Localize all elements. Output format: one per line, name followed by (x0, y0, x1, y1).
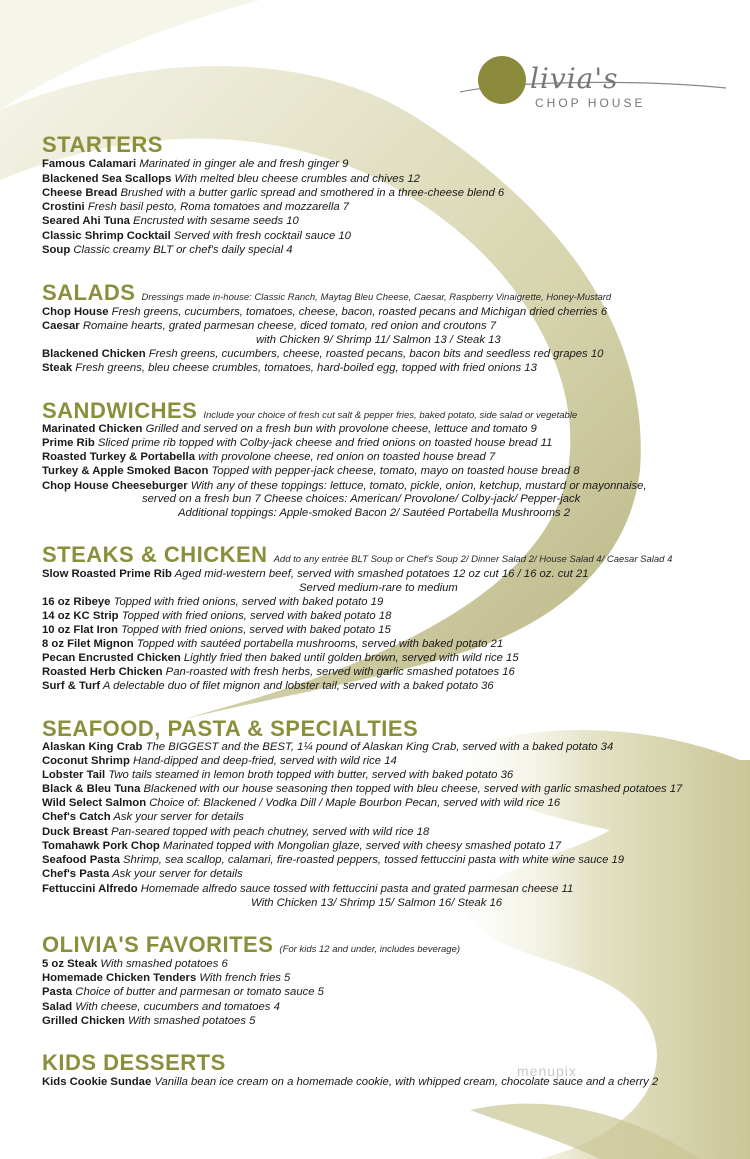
menu-item: Soup Classic creamy BLT or chef's daily special 4 (42, 244, 293, 256)
menu-item: Tomahawk Pork Chop Marinated topped with Mongolian glaze, served with cheesy smashed potato 17 (42, 840, 562, 852)
menu-item: Black & Bleu Tuna Blackened with our house seasoning then topped with bleu cheese, served with garlic smashed potatoes 17 (42, 783, 683, 795)
menu-item: Duck Breast Pan-seared topped with peach chutney, served with wild rice 18 (42, 826, 430, 838)
menu-item: Seafood Pasta Shrimp, sea scallop, calamari, fire-roasted peppers, tossed fettuccini pasta with white wine sauce 19 (42, 854, 625, 866)
menu-item: 10 oz Flat Iron Topped with fried onions, served with baked potato 15 (42, 624, 391, 636)
menu-item: Pecan Encrusted Chicken Lightly fried then baked until golden brown, served with wild rice 15 (42, 652, 519, 664)
menu-item: Roasted Turkey & Portabella with provolone cheese, red onion on toasted house bread 7 (42, 451, 496, 463)
olivias-logo (458, 56, 728, 116)
menu-item: 5 oz Steak With smashed potatoes 6 (42, 958, 228, 970)
menu-item: Kids Cookie Sundae Vanilla bean ice cream on a homemade cookie, with whipped cream, chocolate sauce and a cherry 2 (42, 1076, 659, 1088)
menu-item: Grilled Chicken With smashed potatoes 5 (42, 1015, 256, 1027)
menu-item: Alaskan King Crab The BIGGEST and the BEST, 1¼ pound of Alaskan King Crab, served with a baked potato 34 (42, 741, 614, 753)
section-title-salads: SALADS Dressings made in-house: Classic Ranch, Maytag Bleu Cheese, Caesar, Raspberry Vinaigrette, Honey-Mustard (42, 280, 612, 305)
menu-item-addon: with Chicken 9/ Shrimp 11/ Salmon 13 / Steak 13 (256, 334, 501, 346)
menu-item: Caesar Romaine hearts, grated parmesan cheese, diced tomato, red onion and croutons 7 (42, 320, 497, 332)
menu-item: Wild Select Salmon Choice of: Blackened / Vodka Dill / Maple Bourbon Pecan, served with wild rice 16 (42, 797, 561, 809)
menu-item-addon: Served medium-rare to medium (299, 582, 458, 594)
menu-item: Cheese Bread Brushed with a butter garlic spread and smothered in a three-cheese blend 6 (42, 187, 505, 199)
menu-item: Chop House Fresh greens, cucumbers, tomatoes, cheese, bacon, roasted pecans and Michigan dried cherries 6 (42, 306, 608, 318)
menu-item: Roasted Herb Chicken Pan-roasted with fresh herbs, served with garlic smashed potatoes 16 (42, 666, 515, 678)
menu-item: Turkey & Apple Smoked Bacon Topped with pepper-jack cheese, tomato, mayo on toasted house bread 8 (42, 465, 580, 477)
menu-item: Homemade Chicken Tenders With french fries 5 (42, 972, 291, 984)
section-title-seafood: SEAFOOD, PASTA & SPECIALTIES (42, 716, 419, 741)
menu-item: Marinated Chicken Grilled and served on a fresh bun with provolone cheese, lettuce and tomato 9 (42, 423, 537, 435)
menu-item: Salad With cheese, cucumbers and tomatoes 4 (42, 1001, 280, 1013)
logo-script: livia's (530, 62, 619, 95)
menu-item-addon: served on a fresh bun 7 Cheese choices: American/ Provolone/ Colby-jack/ Pepper-jack (142, 493, 581, 505)
menu-item: 14 oz KC Strip Topped with fried onions, served with baked potato 18 (42, 610, 392, 622)
menu-item: Pasta Choice of butter and parmesan or tomato sauce 5 (42, 986, 324, 998)
menu-item: Blackened Sea Scallops With melted bleu cheese crumbles and chives 12 (42, 173, 420, 185)
menu-item: Crostini Fresh basil pesto, Roma tomatoes and mozzarella 7 (42, 201, 350, 213)
menu-item: Blackened Chicken Fresh greens, cucumbers, cheese, roasted pecans, bacon bits and seedless red grapes 10 (42, 348, 604, 360)
menu-item: Chef's Catch Ask your server for details (42, 811, 244, 823)
menu-item: Prime Rib Sliced prime rib topped with Colby-jack cheese and fried onions on toasted house bread 11 (42, 437, 553, 449)
menu-item-addon: Additional toppings: Apple-smoked Bacon 2/ Sautéed Portabella Mushrooms 2 (178, 507, 571, 519)
menu-item-addon: With Chicken 13/ Shrimp 15/ Salmon 16/ Steak 16 (251, 897, 503, 909)
logo-subtitle: CHOP HOUSE (535, 96, 646, 110)
menu-item: Fettuccini Alfredo Homemade alfredo sauce tossed with fettuccini pasta and grated parmesan cheese 11 (42, 883, 574, 895)
menu-item: Chop House Cheeseburger With any of these toppings: lettuce, tomato, pickle, onion, ketchup, mustard or mayonnaise, (42, 480, 647, 492)
menu-item: Slow Roasted Prime Rib Aged mid-western beef, served with smashed potatoes 12 oz cut 16 / 16 oz. cut 21 (42, 568, 589, 580)
watermark: menupix (517, 1063, 577, 1079)
section-title-favorites: OLIVIA'S FAVORITES (For kids 12 and under, includes beverage) (42, 932, 461, 957)
menu-item: Coconut Shrimp Hand-dipped and deep-fried, served with wild rice 14 (42, 755, 397, 767)
section-title-desserts: KIDS DESSERTS (42, 1050, 226, 1075)
menu-item: Chef's Pasta Ask your server for details (42, 868, 243, 880)
menu-item: Surf & Turf A delectable duo of filet mignon and lobster tail, served with a baked potato 36 (42, 680, 494, 692)
menu-item: Seared Ahi Tuna Encrusted with sesame seeds 10 (42, 215, 299, 227)
logo-circle (478, 56, 526, 104)
menu-item: Classic Shrimp Cocktail Served with fresh cocktail sauce 10 (42, 230, 351, 242)
menu-item: Steak Fresh greens, bleu cheese crumbles, tomatoes, hard-boiled egg, topped with fried onions 13 (42, 362, 537, 374)
menu-item: Lobster Tail Two tails steamed in lemon broth topped with butter, served with baked potato 36 (42, 769, 514, 781)
section-title-steaks: STEAKS & CHICKEN Add to any entrée BLT Soup or Chef's Soup 2/ Dinner Salad 2/ House Salad 4/ Caesar Salad 4 (42, 542, 673, 567)
menu-item: 8 oz Filet Mignon Topped with sautéed portabella mushrooms, served with baked potato 21 (42, 638, 504, 650)
menu-item: 16 oz Ribeye Topped with fried onions, served with baked potato 19 (42, 596, 384, 608)
menu-item: Famous Calamari Marinated in ginger ale and fresh ginger 9 (42, 158, 349, 170)
section-title-sandwiches: SANDWICHES Include your choice of fresh cut salt & pepper fries, baked potato, side salad or vegetable (42, 398, 578, 423)
section-title-starters: STARTERS (42, 132, 163, 157)
